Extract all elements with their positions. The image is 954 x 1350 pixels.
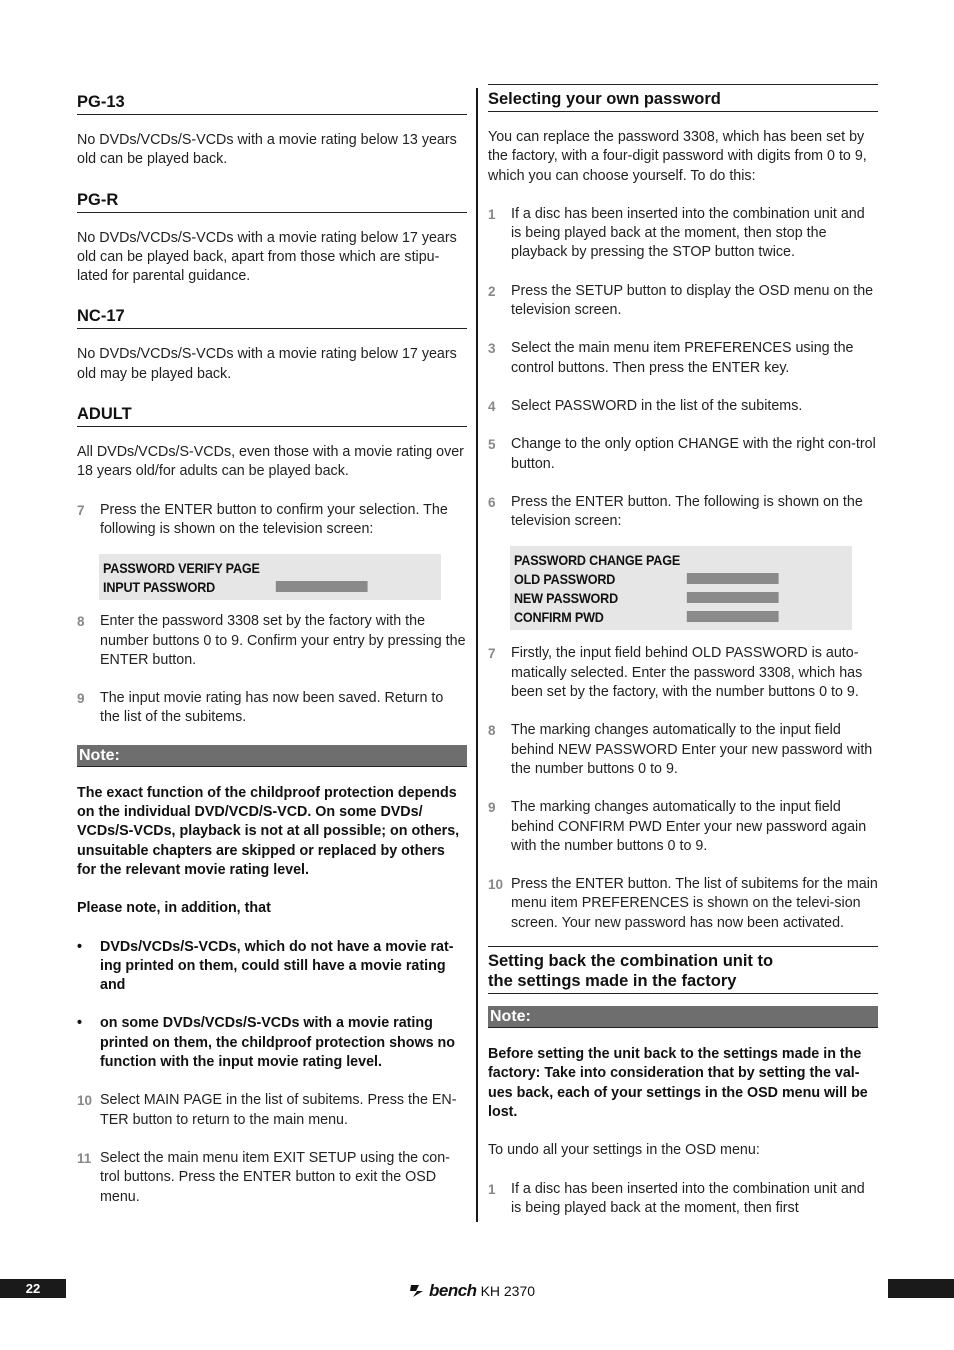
intro-text: You can replace the password 3308, which has been set by the factory, with a four-digit password with digits from 0 to 9, which you can choose yourself. To do this: <box>488 129 867 184</box>
step-number: 7 <box>77 502 85 518</box>
steps-list-a <box>488 205 878 532</box>
step-11: 11 Select the main menu item EXIT SETUP using the con-trol buttons. Press the ENTER button to exit the OSD menu. <box>77 1149 450 1205</box>
step-4 <box>488 397 878 416</box>
heading-nc17: NC-17 <box>77 302 467 329</box>
step-8: 8 Enter the password 3308 set by the factory with the number buttons 0 to 9. Confirm your entry by pressing the ENTER button. <box>77 613 466 668</box>
step-text: Press the ENTER button. The following is shown on the television screen: <box>511 493 863 530</box>
password-field <box>276 581 368 592</box>
step-number: 8 <box>488 723 496 739</box>
note-text: The exact function of the childproof protection depends on the individual DVD/VCD/S-VCD. On some DVDs/ VCDs/S-VCDs, playback is not at all possible; on others, unsuitable chapters are skipped or replaced by others for the relevant movie rating level. <box>77 784 460 878</box>
step-number: 4 <box>488 398 496 414</box>
step-3 <box>488 339 878 378</box>
pg13-text: No DVDs/VCDs/S-VCDs with a movie rating below 13 years old can be played back. <box>77 132 457 168</box>
heading-pg13: PG-13 <box>77 88 467 115</box>
brand-name: bench <box>429 1281 477 1300</box>
step-1 <box>488 205 878 263</box>
heading-adult: ADULT <box>77 400 467 427</box>
step-10: 10 Select MAIN PAGE in the list of subitems. Press the EN-TER button to return to the main menu. <box>77 1092 457 1128</box>
osd-line: PASSWORD VERIFY PAGE <box>103 559 260 576</box>
step-7 <box>488 644 878 702</box>
adult-text: All DVDs/VCDs/S-VCDs, even those with a movie rating over 18 years old/for adults can be played back. <box>77 444 464 480</box>
new-password-field <box>687 592 779 603</box>
step-number: 5 <box>488 437 496 453</box>
step-text: Change to the only option CHANGE with the right con-trol button. <box>511 436 876 472</box>
osd-line: INPUT PASSWORD <box>103 577 404 596</box>
bullet-item: • on some DVDs/VCDs/S-VCDs with a movie rating printed on them, the childproof protection shows no function with the input movie rating level. <box>77 1015 456 1071</box>
step-7 <box>77 501 467 540</box>
osd-verify-screen <box>99 554 441 600</box>
step-text: The marking changes automatically to the input field behind CONFIRM PWD Enter your new password again with the number buttons 0 to 9. <box>511 799 867 854</box>
old-password-field <box>687 573 779 584</box>
step-5 <box>488 435 878 474</box>
step-number: 3 <box>488 341 496 357</box>
step-text: Firstly, the input field behind OLD PASSWORD is auto-matically selected. Enter the password 3308, which has been set by the factory, with the number buttons 0 to 9. <box>511 645 863 701</box>
confirm-password-field <box>687 611 779 622</box>
step-8 <box>488 721 878 779</box>
step-text: Press the ENTER button. The list of subitems for the main menu item PREFERENCES is shown on the televi-sion screen. Your new password has now been activated. <box>511 876 878 931</box>
step-10 <box>488 875 878 933</box>
step-text: Press the SETUP button to display the OSD menu on the television screen. <box>511 282 874 319</box>
step-number: 7 <box>488 646 496 662</box>
footer-bar <box>888 1279 954 1298</box>
pgr-text: No DVDs/VCDs/S-VCDs with a movie rating below 17 years old can be played back, apart from those which are stipu-lated for parental guidance. <box>77 229 457 285</box>
osd-line: PASSWORD CHANGE PAGE <box>514 551 681 568</box>
osd-line: OLD PASSWORD <box>514 569 815 588</box>
osd-change-screen <box>510 546 852 630</box>
note-header: Note: <box>488 1006 878 1028</box>
heading-own-password: Selecting your own password <box>488 85 878 112</box>
heading-pgr: PG-R <box>77 186 467 213</box>
step-6 <box>488 493 878 532</box>
page-number: 22 <box>0 1279 66 1298</box>
undo-text: To undo all your settings in the OSD menu: <box>488 1142 760 1159</box>
note-header: Note: <box>77 745 467 767</box>
bullet-item: • DVDs/VCDs/S-VCDs, which do not have a movie rat-ing printed on them, could still have a movie rating and <box>77 938 454 994</box>
footer-brand <box>409 1281 535 1301</box>
brand-logo-icon <box>409 1283 429 1299</box>
step-number: 10 <box>488 877 504 893</box>
steps-list-b <box>488 644 878 933</box>
osd-line: CONFIRM PWD <box>514 607 815 626</box>
model-number: KH 2370 <box>480 1283 536 1299</box>
step-9 <box>488 798 878 856</box>
column-divider <box>476 88 478 1222</box>
right-column <box>488 84 878 1218</box>
heading-factory-reset: Setting back the combination unit to the settings made in the factory <box>488 947 878 994</box>
step-text: The marking changes automatically to the input field behind NEW PASSWORD Enter your new password with the number buttons 0 to 9. <box>511 722 873 777</box>
reset-step-1: 1 If a disc has been inserted into the combination unit and is being played back at the moment, then first <box>488 1180 865 1216</box>
step-number: 6 <box>488 494 496 510</box>
nc17-text: No DVDs/VCDs/S-VCDs with a movie rating below 17 years old may be played back. <box>77 346 457 382</box>
note-text: Before setting the unit back to the settings made in the factory: Take into consideration that by setting the val-ues back, each of your settings in the OSD menu will be lost. <box>488 1046 868 1120</box>
step-9: 9 The input movie rating has now been saved. Return to the list of the subitems. <box>77 690 444 726</box>
step-number: 2 <box>488 283 496 299</box>
step-text: Select the main menu item PREFERENCES using the control buttons. Then press the ENTER key. <box>511 340 854 376</box>
step-text: Select PASSWORD in the list of the subitems. <box>511 397 803 414</box>
step-number: 9 <box>488 800 496 816</box>
left-column <box>77 84 467 1207</box>
step-text: If a disc has been inserted into the combination unit and is being played back at the moment, then stop the playback by pressing the STOP button twice. <box>511 205 865 261</box>
step-2 <box>488 282 878 321</box>
note-additional: Please note, in addition, that <box>77 900 271 917</box>
step-number: 1 <box>488 206 496 222</box>
step-text: Press the ENTER button to confirm your selection. The following is shown on the television screen: <box>100 501 448 537</box>
osd-line: NEW PASSWORD <box>514 588 815 607</box>
